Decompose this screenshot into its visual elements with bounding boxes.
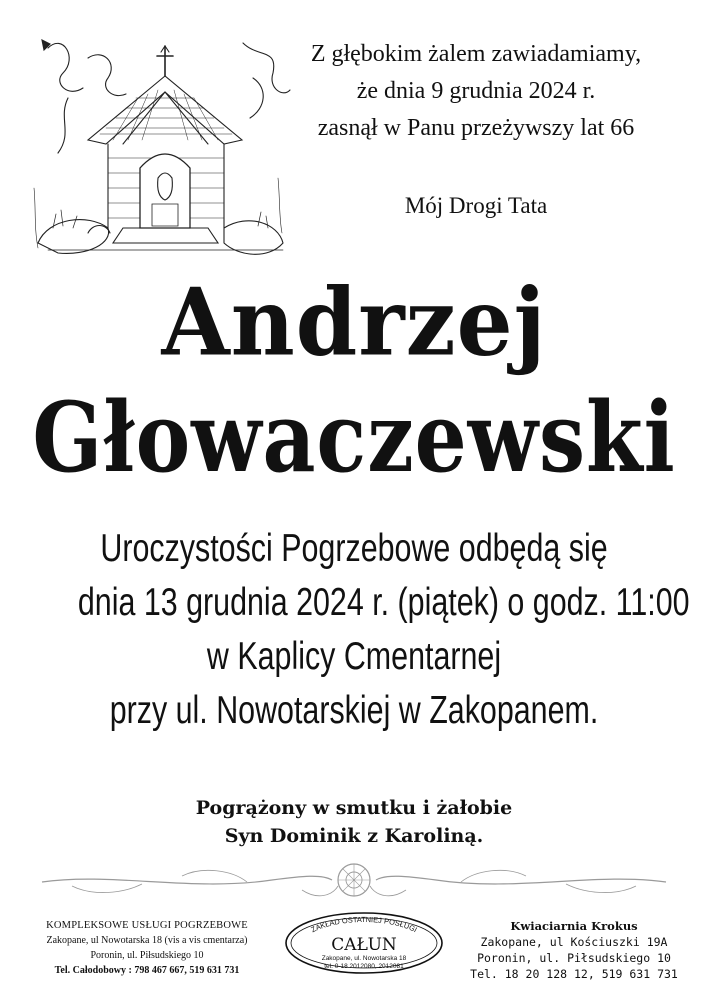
floral-divider-icon xyxy=(32,856,676,904)
ceremony-line-4: przy ul. Nowotarskiej w Zakopanem. xyxy=(109,689,599,732)
calun-name: CAŁUN xyxy=(331,935,397,955)
florist-address-2: Poronin, ul. Piłsudskiego 10 xyxy=(477,951,671,965)
funeral-services-title: KOMPLEKSOWE USŁUGI POGRZEBOWE xyxy=(46,920,248,931)
ceremony-line-2: dnia 13 grudnia 2024 r. (piątek) o godz. 11:00 xyxy=(77,581,690,624)
ceremony-line-3: w Kaplicy Cmentarnej xyxy=(206,635,502,678)
chapel-illustration-icon xyxy=(28,28,298,273)
mourners-line-2: Syn Dominik z Karoliną. xyxy=(224,825,484,847)
intro-line-3: zasnął w Panu przeżywszy lat 66 xyxy=(317,115,635,141)
mourners-line-1: Pogrążony w smutku i żałobie xyxy=(195,797,513,819)
ceremony-details xyxy=(0,522,708,738)
intro-line-2: że dnia 9 grudnia 2024 r. xyxy=(356,78,596,104)
florist-address-1: Zakopane, ul Kościuszki 19A xyxy=(480,935,668,949)
mourners-text xyxy=(0,794,708,850)
florist-info xyxy=(446,918,702,982)
funeral-services-address-1: Zakopane, ul Nowotarska 18 (vis a vis cmentarza) xyxy=(46,935,248,946)
florist-phone: Tel. 18 20 128 12, 519 631 731 xyxy=(470,967,678,981)
intro-line-1: Z głębokim żalem zawiadamiamy, xyxy=(310,41,642,67)
calun-address: Zakopane, ul. Nowotarska 18 xyxy=(321,955,407,962)
calun-arc-text: ZAKŁAD OSTATNIEJ POSŁUGI xyxy=(309,914,419,935)
deceased-first-name: Andrzej xyxy=(161,267,547,377)
funeral-services-info xyxy=(6,918,288,978)
calun-logo-icon xyxy=(282,910,446,976)
funeral-services-address-2: Poronin, ul. Piłsudskiego 10 xyxy=(90,950,204,961)
salutation: Mój Drogi Tata xyxy=(404,193,548,218)
ceremony-line-1: Uroczystości Pogrzebowe odbędą się xyxy=(100,527,608,570)
funeral-services-phone: Tel. Całodobowy : 798 467 667, 519 631 731 xyxy=(54,965,240,976)
intro-text xyxy=(286,36,666,147)
deceased-last-name: Głowaczewski xyxy=(32,379,676,495)
florist-title: Kwiaciarnia Krokus xyxy=(510,919,638,933)
calun-phone: tel. 0-18 2012080, 2012081 xyxy=(324,963,404,970)
